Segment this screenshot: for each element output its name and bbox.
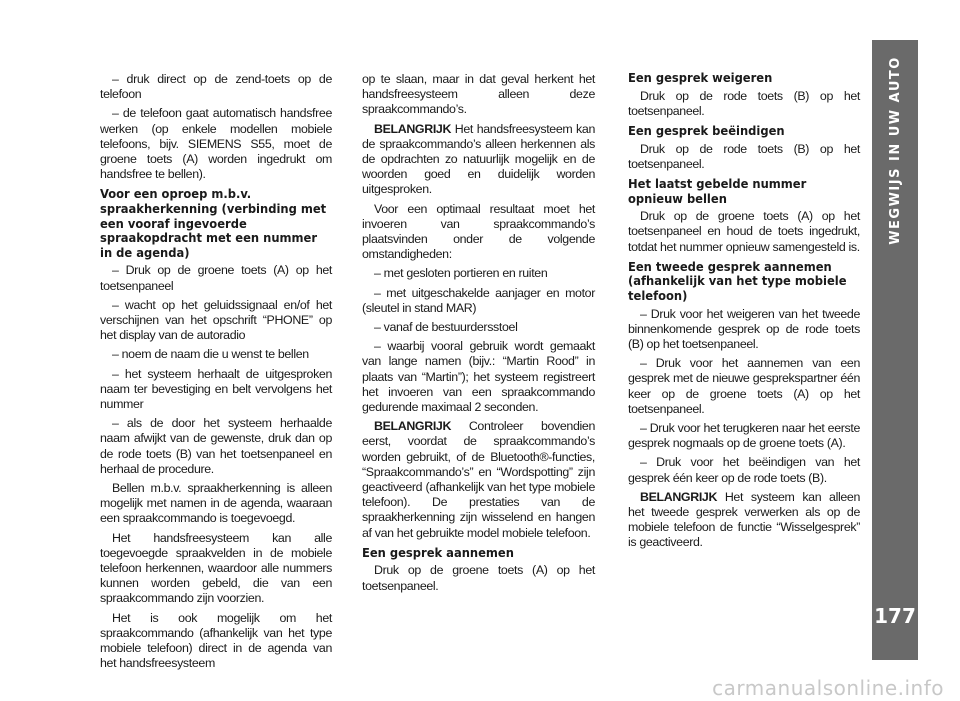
paragraph	[362, 122, 595, 198]
section-heading: Een gesprek beëindigen	[628, 124, 785, 139]
paragraph: Druk op de groene toets (A) op het toetsenpaneel.	[362, 563, 595, 593]
paragraph: – met uitgeschakelde aanjager en motor (sleutel in stand MAR)	[362, 285, 595, 315]
paragraph: – wacht op het geluidssignaal en/of het verschijnen van het opschrift “PHONE” op het display van de autoradio	[100, 297, 332, 343]
important-label: BELANGRIJK	[374, 121, 452, 136]
paragraph: – het systeem herhaalt de uitgesproken naam ter bevestiging en belt vervolgens het nummer	[100, 366, 332, 412]
section-heading: Een gesprek aannemen	[362, 545, 514, 561]
section-heading: Het laatst gebelde nummer opnieuw bellen	[628, 177, 807, 207]
paragraph: – de telefoon gaat automatisch handsfree werken (op enkele modellen mobiele telefoons, bijv. SIEMENS S55, moet de groene toets (A) worden ingedrukt om handsfree te bellen).	[100, 106, 332, 182]
paragraph: – Druk op de groene toets (A) op het toetsenpaneel	[100, 263, 332, 293]
paragraph: – Druk voor het weigeren van het tweede binnenkomende gesprek op de rode toets (B) op het toetsenpaneel.	[628, 306, 860, 351]
important-label: BELANGRIJK	[374, 419, 452, 434]
paragraph: Voor een optimaal resultaat moet het invoeren van spraakcommando’s plaatsvinden onder de volgende omstandigheden:	[362, 201, 595, 262]
paragraph: – met gesloten portieren en ruiten	[374, 266, 548, 281]
paragraph: – Druk voor het terugkeren naar het eerste gesprek nogmaals op de groene toets (A).	[628, 421, 860, 451]
chapter-title	[872, 40, 918, 260]
paragraph: – Druk voor het aannemen van een gesprek met de nieuwe gesprekspartner één keer op de groene toets (A) op het toetsenpaneel.	[628, 356, 860, 416]
paragraph: Druk op de rode toets (B) op het toetsenpaneel.	[628, 88, 860, 118]
watermark: carmanualsonline.info	[712, 676, 944, 700]
paragraph: Het is ook mogelijk om het spraakcommando (afhankelijk van het type mobiele telefoon) direct in de agenda van het handsfreesysteem	[100, 610, 332, 671]
column-3	[628, 72, 860, 555]
paragraph-text: Het handsfreesysteem kan de spraakcommando’s alleen herkennen als de opdrachten zo natuurlijk mogelijk en de woorden goed en duidelijk worden uitgesproken.	[362, 121, 595, 197]
paragraph: Druk op de groene toets (A) op het toetsenpaneel en houd de toets ingedrukt, totdat het nummer opnieuw samengesteld is.	[628, 209, 860, 254]
section-heading: Een gesprek weigeren	[628, 71, 773, 86]
column-1	[100, 72, 332, 675]
page-number: 177	[874, 604, 916, 628]
paragraph: Druk op de rode toets (B) op het toetsenpaneel.	[628, 141, 860, 171]
paragraph: op te slaan, maar in dat geval herkent het handsfreesysteem alleen deze spraakcommando’s.	[362, 72, 595, 117]
paragraph: – Druk voor het beëindigen van het gesprek één keer op de rode toets (B).	[628, 455, 860, 485]
paragraph: – als de door het systeem herhaalde naam afwijkt van de gewenste, druk dan op de rode toets (B) van het toetsenpaneel en herhaal de procedure.	[100, 416, 332, 476]
important-label: BELANGRIJK	[640, 489, 718, 504]
paragraph: – druk direct op de zend-toets op de telefoon	[100, 72, 332, 102]
paragraph-text: Het systeem kan alleen het tweede gesprek verwerken als op de mobiele telefoon de functie “Wisselgesprek” is geactiveerd.	[628, 489, 860, 550]
paragraph: Bellen m.b.v. spraakherkenning is alleen mogelijk met namen in de agenda, waaraan een spraakcommando is toegevoegd.	[100, 481, 332, 526]
paragraph: – noem de naam die u wenst te bellen	[112, 347, 309, 362]
paragraph	[362, 419, 595, 541]
column-2	[362, 72, 595, 598]
section-heading: Voor een oproep m.b.v. spraakherkenning (verbinding met een vooraf ingevoerde spraakopdracht met een nummer in de agenda)	[100, 187, 327, 261]
paragraph: – vanaf de bestuurdersstoel	[374, 320, 518, 335]
paragraph: Het handsfreesysteem kan alle toegevoegde spraakvelden in de mobiele telefoon herkennen, waardoor alle nummers kunnen worden gebeld, die van een spraakcommando zijn voorzien.	[100, 530, 332, 606]
paragraph	[628, 490, 860, 551]
chapter-title-text: WEGWIJS IN UW AUTO	[887, 55, 903, 245]
section-heading: Een tweede gesprek aannemen (afhankelijk van het type mobiele telefoon)	[628, 259, 847, 304]
paragraph-text: Controleer bovendien eerst, voordat de spraakcommando’s worden gebruikt, of de Bluetooth®-functies, “Spraakcommando’s” en “Wordspotting” zijn geactiveerd (afhankelijk van het type mobiele telefoon). De prestaties van de spraakherkenning zijn wisselend en hangen af van het gebruikte model mobiele telefoon.	[362, 419, 595, 540]
paragraph: – waarbij vooral gebruik wordt gemaakt van lange namen (bijv.: “Martin Rood” in plaats van “Martin”); het systeem registreert het invoeren van een spraakcommando gedurende maximaal 2 seconden.	[362, 339, 595, 415]
